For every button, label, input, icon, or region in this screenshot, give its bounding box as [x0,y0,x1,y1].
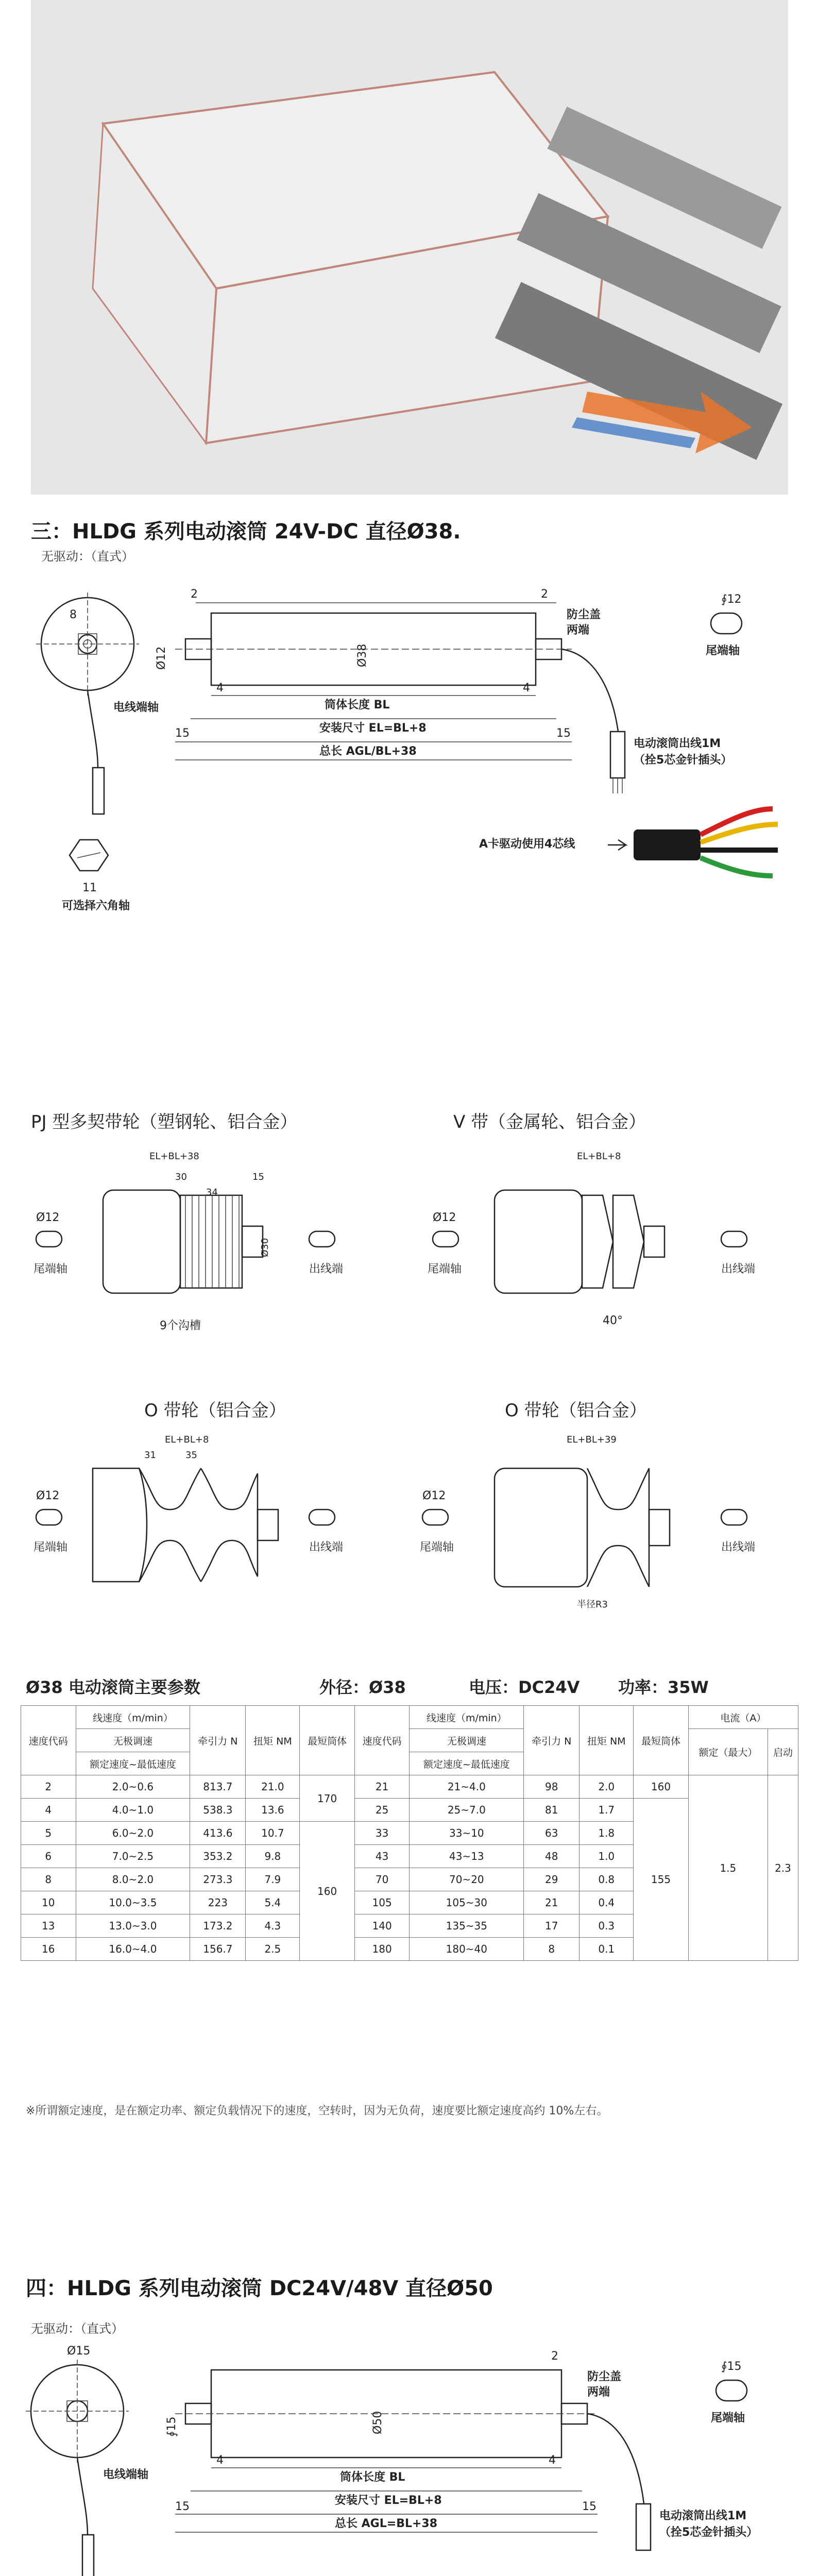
svg-text:尾端轴: 尾端轴 [420,1541,454,1554]
tube-length-label: 筒体长度 BL [325,699,390,711]
params-title: Ø38 电动滚筒主要参数 [26,1677,200,1697]
svg-text:2: 2 [541,588,548,601]
section4-title: 四：HLDG 系列电动滚筒 DC24V/48V 直径Ø50 [26,2277,493,2300]
svg-text:（拴5芯金针插头）: （拴5芯金针插头） [659,2526,758,2539]
v-pulley-body [495,1190,582,1293]
svg-text:40°: 40° [603,1314,623,1327]
svg-text:4: 4 [523,682,530,694]
table-row: 16 16.0~4.0 156.7 2.5 180 180~40 8 0.1 [21,1938,798,1961]
total-length-label: 总长 AGL/BL+38 [319,745,417,758]
svg-text:34: 34 [206,1187,218,1198]
o-pulley2-body [495,1468,587,1587]
o-pulley1-body [93,1468,147,1582]
params-note: ※所谓额定速度，是在额定功率、额定负载情况下的速度，空转时，因为无负荷，速度要比额定速度高约 10%左右。 [26,2105,608,2117]
svg-text:EL+BL+38: EL+BL+38 [149,1151,199,1162]
wiring-label: A卡驱动使用4芯线 [479,838,575,851]
pulley38-drawings-row2 [21,1422,804,1638]
svg-text:Ø12: Ø12 [36,1489,60,1502]
svg-text:2: 2 [191,588,198,601]
pulley38-v-title: V 带（金属轮、铝合金） [453,1112,646,1132]
svg-text:出线端: 出线端 [721,1541,756,1554]
table-row: 4 4.0~1.0 538.3 13.6 25 25~7.0 81 1.7 155 [21,1799,798,1822]
dim-11: 11 [82,882,97,894]
cable-label: 电动滚筒出线1M [634,737,721,750]
svg-text:∮15: ∮15 [721,2360,742,2373]
svg-text:EL+BL+39: EL+BL+39 [567,1434,617,1445]
hex-axle-label: 可选择六角轴 [62,900,130,912]
cable2-label: （拴5芯金针插头） [634,754,732,767]
install-size-label: 安装尺寸 EL=BL+8 [319,722,427,735]
table-row: 13 13.0~3.0 173.2 4.3 140 135~35 17 0.3 [21,1914,798,1938]
svg-text:两端: 两端 [587,2386,610,2399]
svg-text:Ø12: Ø12 [433,1211,456,1224]
svg-text:EL+BL+8: EL+BL+8 [165,1434,209,1445]
params-voltage: 电压：DC24V [469,1677,580,1697]
svg-text:出线端: 出线端 [309,1263,344,1276]
params-table: 速度代码 线速度（m/min） 牵引力 N 扭矩 NM 最短筒体 速度代码 线速度（m/min） 牵引力 N 扭矩 NM 最短筒体 电流（A） 无极调速 无极调速 额定（最大） 启动 额定速度~最低速度 额定速度~最低速度 2 2.0~0.6 813.7 21.0 170 21 21~4.0 98 2.0 160 1.5 2.3 4 4.0~1.0 538.3 13.6 25 25~7.0 81 1.7 155 5 6.0~2.0 413.6 10.7 160 33 33~10 63 1.8 6 7.0~2.5 353.2 9.8 43 43~13 48 1.0 8 8.0~2.0 273.3 7.9 70 70~20 29 0.8 10 10.0~3.5 223 5.4 105 105~30 21 0.4 13 13.0~3.0 173.2 4.3 140 135~35 17 0.3 16 16.0~4.0 156.7 2.5 180 180~40 8 0.1 [21,1705,798,1961]
svg-text:4: 4 [216,2454,224,2467]
pulley38-o1-title: O 带轮（铝合金） [144,1400,286,1421]
svg-text:Ø12: Ø12 [155,646,168,670]
pj-pulley-body [103,1190,180,1293]
svg-text:电线端轴: 电线端轴 [103,2468,149,2481]
conveyor-roller-photo-icon [31,0,788,495]
svg-text:Ø12: Ø12 [36,1211,60,1224]
svg-text:Ø30: Ø30 [260,1238,270,1257]
svg-text:Ø15: Ø15 [67,2345,91,2358]
svg-text:2: 2 [551,2350,558,2363]
svg-text:尾端轴: 尾端轴 [33,1263,68,1276]
params-od: 外径：Ø38 [319,1677,406,1697]
both-ends-label: 两端 [567,624,590,637]
pulley38-drawings-row1 [21,1139,804,1396]
table-row: 2 2.0~0.6 813.7 21.0 170 21 21~4.0 98 2.0 160 1.5 2.3 [21,1775,798,1799]
svg-text:尾端轴: 尾端轴 [33,1541,68,1554]
svg-text:出线端: 出线端 [309,1541,344,1554]
section4-subtitle: 无驱动：（直式） [31,2321,124,2336]
dim-d8: 8 [70,608,77,621]
tail-end-view [711,613,742,634]
svg-text:35: 35 [185,1450,197,1461]
svg-text:31: 31 [144,1450,156,1461]
svg-text:15: 15 [556,727,571,740]
svg-text:15: 15 [175,727,190,740]
hero-photo [31,0,788,495]
pulley38-o2-title: O 带轮（铝合金） [505,1400,647,1421]
section3-subtitle: 无驱动：（直式） [41,549,134,564]
params-power: 功率：35W [618,1677,709,1697]
pulley38-pj-title: PJ 型多契带轮（塑钢轮、铝合金） [31,1112,298,1132]
svg-text:15: 15 [582,2500,597,2513]
svg-text:30: 30 [175,1172,187,1182]
svg-text:4: 4 [216,682,224,694]
table-row: 8 8.0~2.0 273.3 7.9 70 70~20 29 0.8 [21,1868,798,1891]
svg-text:Ø12: Ø12 [422,1489,446,1502]
table-row: 5 6.0~2.0 413.6 10.7 160 33 33~10 63 1.8 [21,1822,798,1845]
svg-text:电动滚筒出线1M: 电动滚筒出线1M [659,2510,747,2522]
svg-text:Ø38: Ø38 [356,643,369,667]
svg-text:半径R3: 半径R3 [577,1599,608,1610]
svg-text:总长 AGL=BL+38: 总长 AGL=BL+38 [335,2517,438,2530]
motor-axle-label: 电线端轴 [113,701,159,714]
table-row: 6 7.0~2.5 353.2 9.8 43 43~13 48 1.0 [21,1845,798,1868]
svg-text:防尘盖: 防尘盖 [587,2370,622,2383]
table-row: 10 10.0~3.5 223 5.4 105 105~30 21 0.4 [21,1891,798,1914]
svg-text:安装尺寸 EL=BL+8: 安装尺寸 EL=BL+8 [335,2494,442,2507]
svg-text:∮12: ∮12 [721,593,742,606]
svg-text:Ø50: Ø50 [371,2411,384,2434]
roller50-drawing [21,2329,804,2576]
svg-text:出线端: 出线端 [721,1263,756,1276]
tail-axle-label: 尾端轴 [706,645,740,657]
svg-text:15: 15 [252,1172,264,1182]
pj-grooves-label: 9个沟槽 [160,1319,201,1332]
svg-text:筒体长度 BL: 筒体长度 BL [340,2471,405,2484]
svg-text:尾端轴: 尾端轴 [428,1263,462,1276]
svg-text:∮15: ∮15 [165,2416,178,2437]
section3-title: 三：HLDG 系列电动滚筒 24V-DC 直径Ø38. [31,520,461,544]
svg-text:4: 4 [549,2454,556,2467]
wire-sheath [634,829,701,860]
svg-text:EL+BL+8: EL+BL+8 [577,1151,621,1162]
roller38-drawing [21,562,804,922]
svg-text:15: 15 [175,2500,190,2513]
svg-text:尾端轴: 尾端轴 [711,2412,745,2425]
dust-cover-label: 防尘盖 [567,608,601,621]
